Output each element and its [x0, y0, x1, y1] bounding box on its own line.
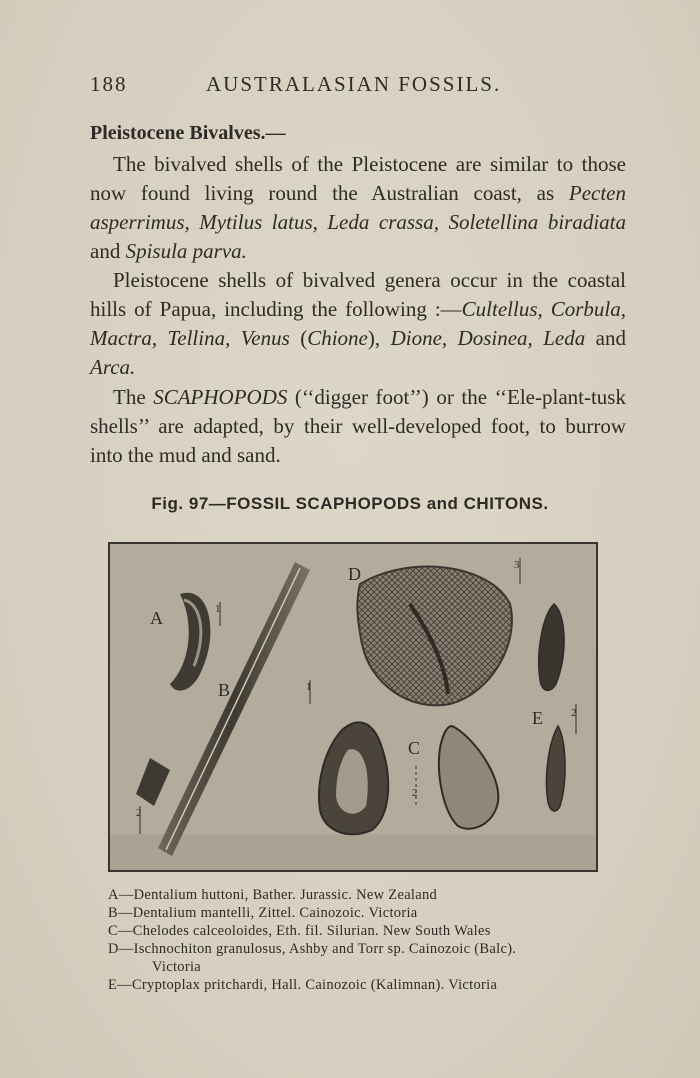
label-d: D: [348, 564, 361, 584]
page-header: [90, 72, 630, 102]
paragraph-papua-genera: Pleistocene shells of bivalved genera occur in the coastal hills of Papua, including the following :—Cultellus, Corbula, Mactra, Tellina, Venus (Chione), Dione, Dosinea, Leda and Arca.: [90, 268, 627, 379]
label-e: E: [532, 708, 543, 728]
paragraph-scaphopods: The SCAPHOPODS (‘‘digger foot’’) or the ‘‘Ele-plant-tusk shells’’ are adapted, by their well-developed foot, to burrow into the mud and sand.: [90, 385, 626, 467]
legend-item-d: D—Ischnochiton granulosus, Ashby and Torr sp. Cainozoic (Balc).: [108, 941, 517, 957]
scale-a: 1: [215, 603, 221, 615]
fossil-plate-image: [108, 542, 598, 872]
label-c: C: [408, 738, 421, 758]
running-title: AUSTRALASIAN FOSSILS.: [206, 72, 502, 96]
scale-c: 2: [412, 787, 418, 799]
scale-b2: 2: [136, 807, 142, 819]
section-heading: Pleistocene Bivalves.—: [90, 122, 286, 144]
scale-d: 3: [514, 559, 520, 571]
legend-item-b: B—Dentalium mantelli, Zittel. Cainozoic. Victoria: [108, 905, 418, 921]
page-number: 188: [90, 72, 128, 96]
legend-item-e: E—Cryptoplax pritchardi, Hall. Cainozoic (Kalimnan). Victoria: [108, 977, 498, 993]
fossil-illustration: [110, 544, 596, 870]
figure-legend: [108, 886, 628, 994]
legend-item-c: C—Chelodes calceoloides, Eth. fil. Silurian. New South Wales: [108, 923, 491, 939]
legend-item-a: A—Dentalium huttoni, Bather. Jurassic. New Zealand: [108, 887, 438, 903]
paragraph-pleistocene-bivalves: The bivalved shells of the Pleistocene are similar to those now found living round the Australian coast, as Pecten asperrimus, Mytilus latus, Leda crassa, Soletellina biradiata and Spisula parva.: [90, 152, 626, 263]
label-b: B: [218, 680, 231, 700]
figure-caption: Fig. 97—FOSSIL SCAPHOPODS and CHITONS.: [151, 494, 549, 513]
scale-b: 1: [306, 681, 312, 693]
label-a: A: [150, 608, 163, 628]
scale-e: 2: [571, 707, 577, 719]
legend-item-d-locality: Victoria: [152, 959, 202, 975]
